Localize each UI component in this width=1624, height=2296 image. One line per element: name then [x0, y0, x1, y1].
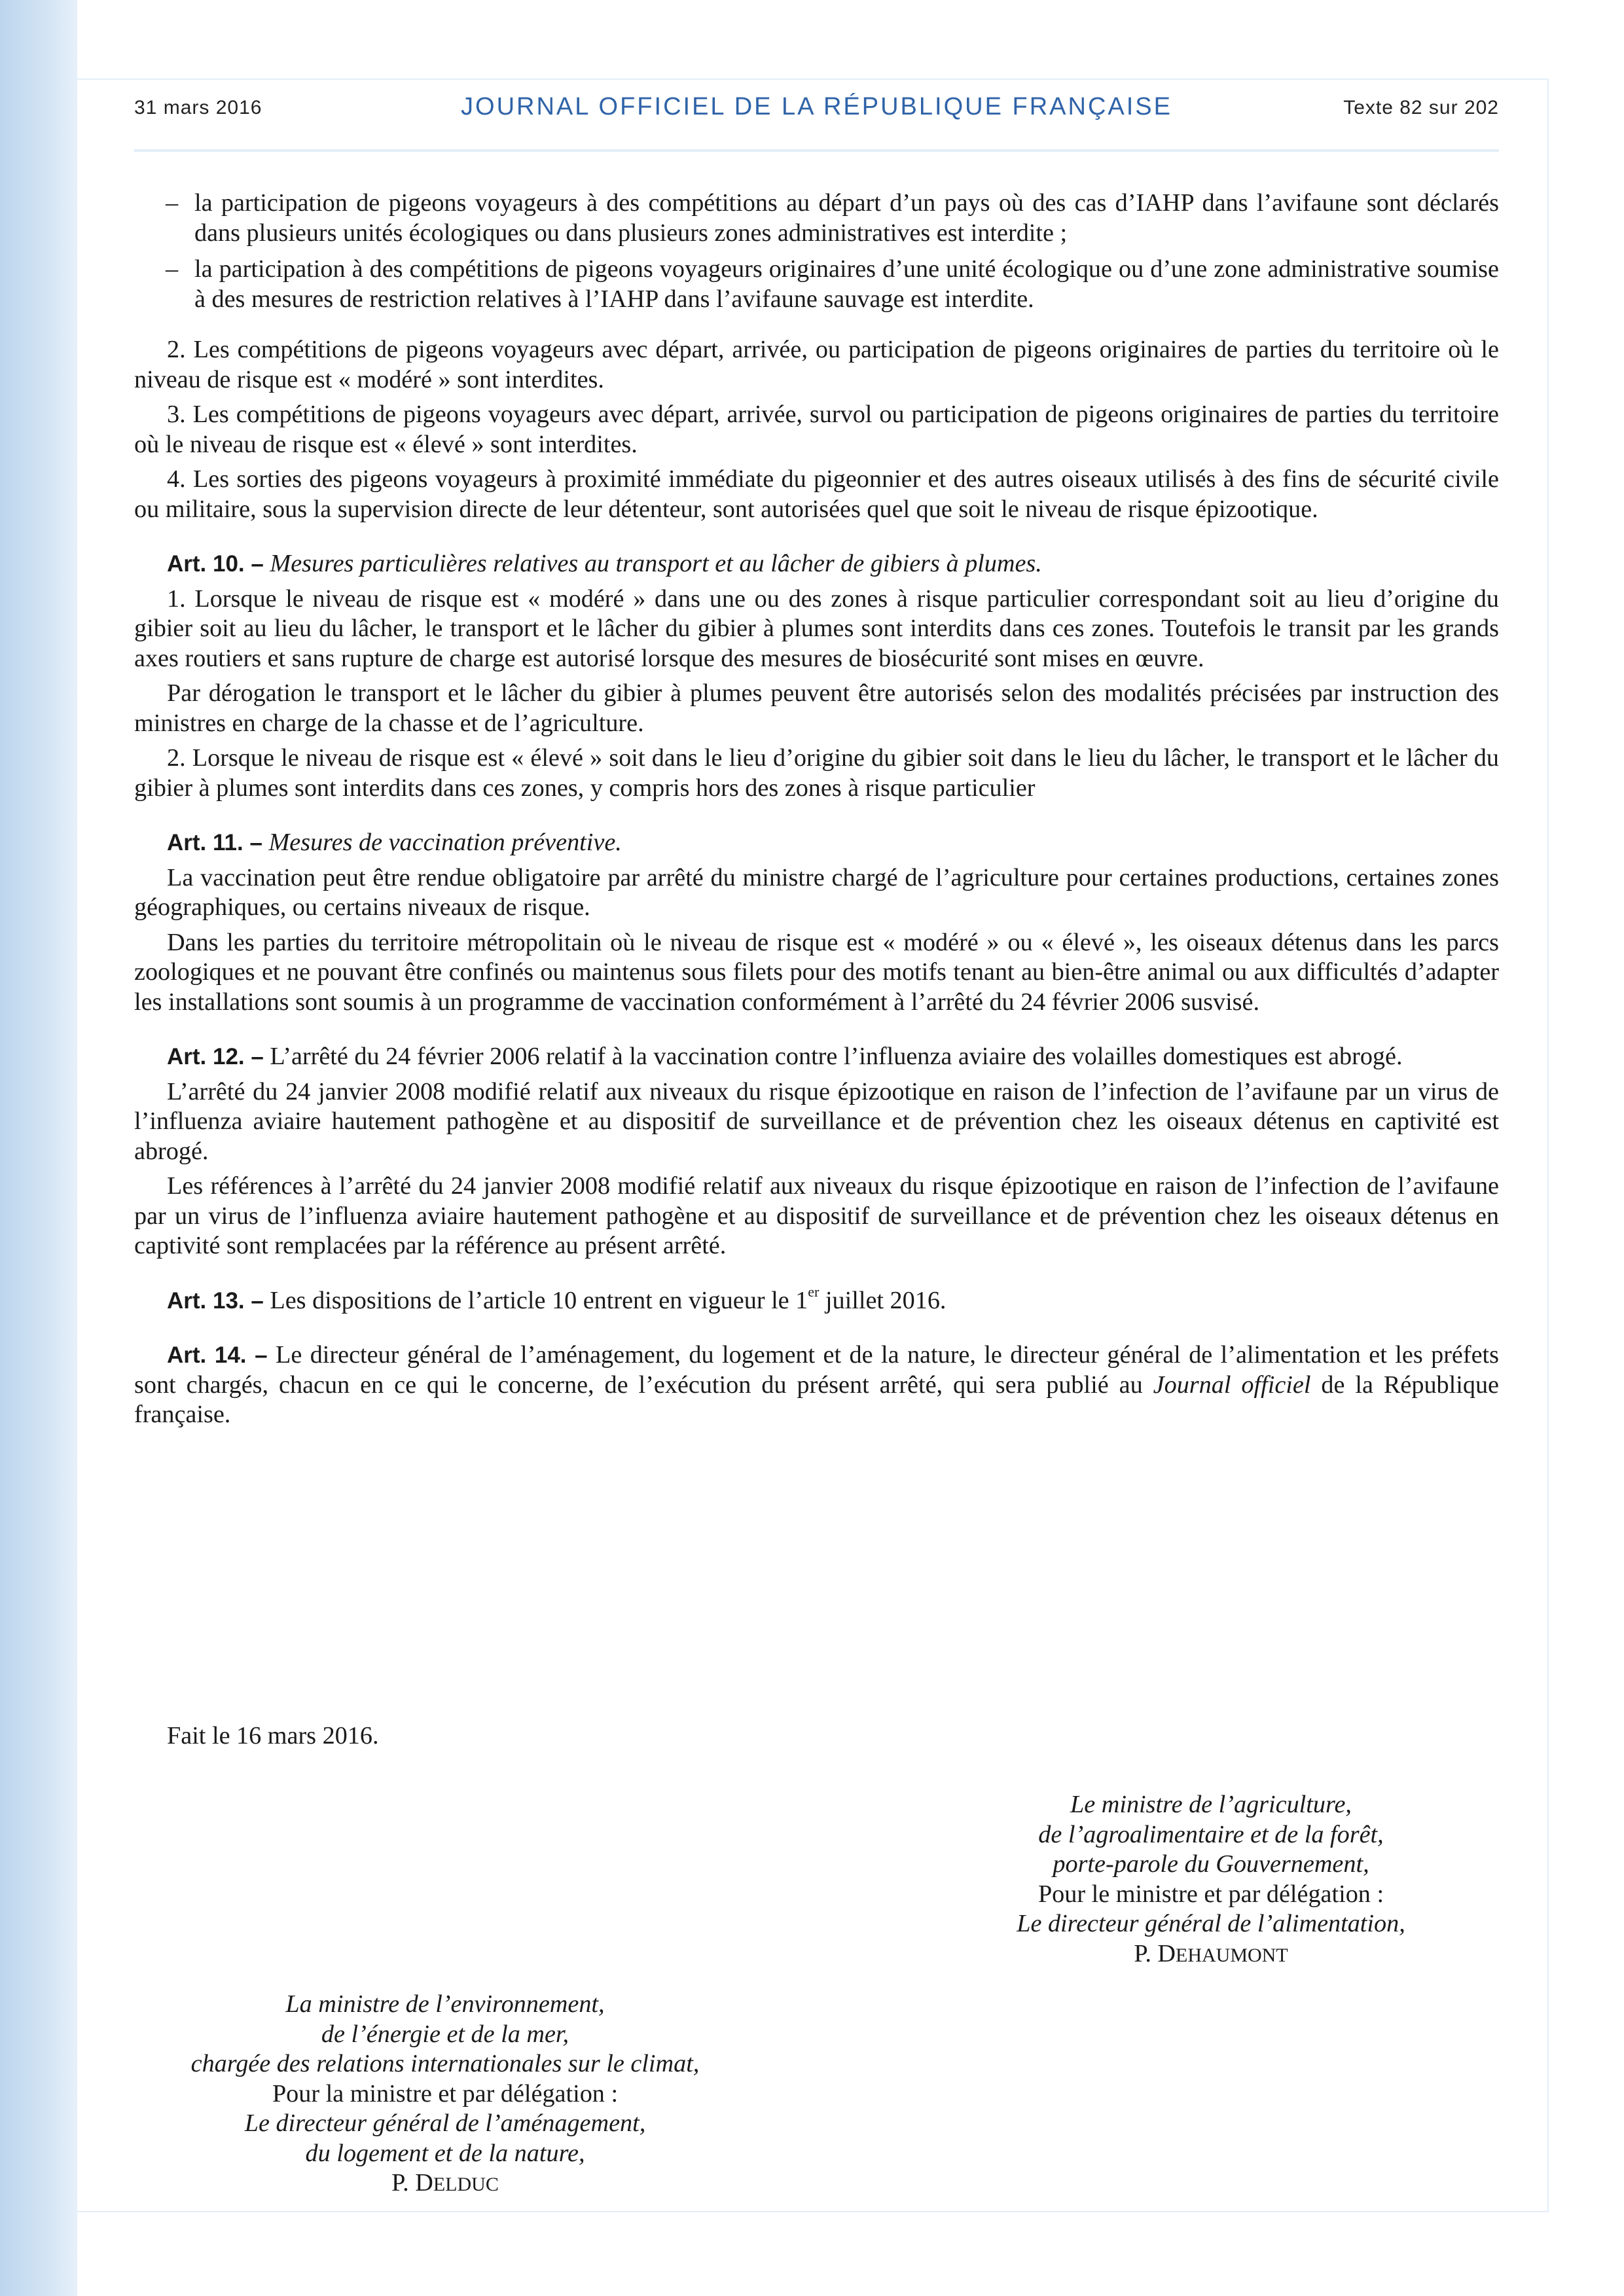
article-label: Art. 14. – — [167, 1342, 268, 1368]
article-14 — [134, 1340, 1499, 1430]
signatory-title: de l’énergie et de la mer, — [321, 2020, 569, 2048]
article-12-para-3: Les références à l’arrêté du 24 janvier 2008 modifié relatif aux niveaux du risque épizootique en raison de l’infection de l’avifaune par un virus de l’influenza aviaire hautement pathogène et au dispositif de surveillance et de prévention chez les oiseaux détenus en captivité sont remplacées par la référence au présent arrêté. — [134, 1172, 1499, 1259]
journal-title: JOURNAL OFFICIEL DE LA RÉPUBLIQUE FRANÇAISE — [461, 93, 1172, 120]
article-text-end: de la République française. — [134, 1371, 1499, 1428]
signatory-title: chargée des relations internationales sur le climat, — [190, 2050, 700, 2077]
signature-date: Fait le 16 mars 2016. — [167, 1722, 379, 1749]
article-10-para-2: Par dérogation le transport et le lâcher du gibier à plumes peuvent être autorisés selon des modalités précisées par instruction des ministres en charge de la chasse et de l’agriculture. — [134, 679, 1499, 737]
signatory-title: porte-parole du Gouvernement, — [1053, 1850, 1369, 1878]
signature-block-environment — [134, 1990, 756, 2200]
header-date: 31 mars 2016 — [134, 97, 262, 118]
paragraph-3: 3. Les compétitions de pigeons voyageurs avec départ, arrivée, survol ou participation de pigeons originaires de parties du territoire où le niveau de risque est « élevé » sont interdites. — [134, 401, 1499, 458]
header-divider — [134, 149, 1499, 152]
article-title: Mesures particulières relatives au transport et au lâcher de gibiers à plumes. — [270, 550, 1042, 577]
list-item — [134, 188, 1499, 248]
text-number: Texte 82 sur 202 — [1343, 97, 1499, 118]
delegation-line: Pour le ministre et par délégation : — [1038, 1880, 1384, 1908]
journal-officiel-ref: Journal officiel — [1153, 1371, 1311, 1399]
article-11-para-2: Dans les parties du territoire métropolitain où le niveau de risque est « modéré » ou « élevé », les oiseaux détenus dans les parcs zoologiques et ne pouvant être confinés ou maintenus sous filets pour des motifs tenant au bien-être animal ou aux difficultés d’adapter les installations sont soumis à un programme de vaccination conformément à l’arrêté du 24 février 2006 susvisé. — [134, 928, 1499, 1016]
dash-marker: – — [166, 189, 179, 217]
article-label: Art. 12. – — [167, 1044, 264, 1069]
paragraph-4: 4. Les sorties des pigeons voyageurs à proximité immédiate du pigeonnier et des autres oiseaux utilisés à des fins de sécurité civile ou militaire, sous la supervision directe de leur détenteur, sont autorisées quel que soit le niveau de risque épizootique. — [134, 465, 1499, 523]
list-item — [134, 255, 1499, 314]
article-label: Art. 10. – — [167, 551, 264, 577]
article-12-para-1 — [134, 1042, 1499, 1072]
ordinal-suffix: er — [808, 1283, 820, 1300]
paragraph-2: 2. Les compétitions de pigeons voyageurs avec départ, arrivée, ou participation de pigeons originaires de parties du territoire où le niveau de risque est « modéré » sont interdites. — [134, 336, 1499, 393]
article-11-para-1: La vaccination peut être rendue obligatoire par arrêté du ministre chargé de l’agriculture pour certaines productions, certaines zones géographiques, ou certains niveaux de risque. — [134, 863, 1499, 921]
document-body — [134, 188, 1499, 1435]
dash-marker: – — [166, 255, 179, 283]
signatory-title: de l’agroalimentaire et de la forêt, — [1038, 1820, 1384, 1848]
article-10-heading — [134, 549, 1499, 579]
article-13 — [134, 1283, 1499, 1316]
delegate-title: du logement et de la nature, — [305, 2139, 585, 2167]
article-12-para-2: L’arrêté du 24 janvier 2008 modifié relatif aux niveaux du risque épizootique en raison de l’infection de l’avifaune par un virus de l’influenza aviaire hautement pathogène et au dispositif de surveillance et de prévention chez les oiseaux détenus en captivité est abrogé. — [134, 1077, 1499, 1165]
signatory-title: Le ministre de l’agriculture, — [1070, 1791, 1352, 1818]
delegation-line: Pour la ministre et par délégation : — [272, 2079, 619, 2108]
article-text: L’arrêté du 24 février 2006 relatif à la vaccination contre l’influenza aviaire des volailles domestiques est abrogé. — [270, 1043, 1403, 1070]
article-10-para-1: 1. Lorsque le niveau de risque est « modéré » dans une ou des zones à risque particulier correspondant soit au lieu d’origine du gibier soit au lieu du lâcher, le transport et le lâcher du gibier à plumes sont interdits dans ces zones. Toutefois le transit par les grands axes routiers et sans rupture de charge est autorisé lorsque des mesures de biosécurité sont mises en œuvre. — [134, 584, 1499, 672]
article-text-end: juillet 2016. — [819, 1286, 947, 1314]
article-10-para-3: 2. Lorsque le niveau de risque est « élevé » soit dans le lieu d’origine du gibier soit dans le lieu du lâcher, le transport et le lâcher du gibier à plumes sont interdits dans ces zones, y compris hors des zones à risque particulier — [134, 744, 1499, 802]
article-text: Le directeur général de l’aménagement, du logement et de la nature, le directeur général de l’alimentation et les préfets sont chargés, chacun en ce qui le concerne, de l’exécution du présent arrêté, qui sera publié au — [134, 1341, 1499, 1399]
list-item-text: la participation à des compétitions de pigeons voyageurs originaires d’une unité écologique ou d’une zone administrative soumise à des mesures de restriction relatives à l’IAHP dans l’avifaune sauvage est interdite. — [194, 255, 1499, 313]
article-title: Mesures de vaccination préventive. — [268, 829, 622, 856]
delegate-title: Le directeur général de l’alimentation, — [1017, 1910, 1405, 1937]
list-item-text: la participation de pigeons voyageurs à des compétitions au départ d’un pays où des cas d’IAHP dans l’avifaune sont déclarés dans plusieurs unités écologiques ou dans plusieurs zones administratives est interdite ; — [194, 189, 1499, 247]
article-label: Art. 13. – — [167, 1287, 264, 1314]
signature-block-agriculture — [962, 1790, 1460, 1970]
delegate-title: Le directeur général de l’aménagement, — [244, 2109, 646, 2137]
page-header — [134, 92, 1499, 131]
left-margin-band — [0, 0, 77, 2296]
article-text: Les dispositions de l’article 10 entrent en vigueur le 1 — [270, 1286, 808, 1314]
article-label: Art. 11. – — [167, 830, 262, 855]
signatory-name: P. DELDUC — [391, 2169, 499, 2197]
signatory-title: La ministre de l’environnement, — [285, 1990, 605, 2018]
article-11-heading — [134, 828, 1499, 858]
signatory-name: P. DEHAUMONT — [1134, 1939, 1288, 1967]
